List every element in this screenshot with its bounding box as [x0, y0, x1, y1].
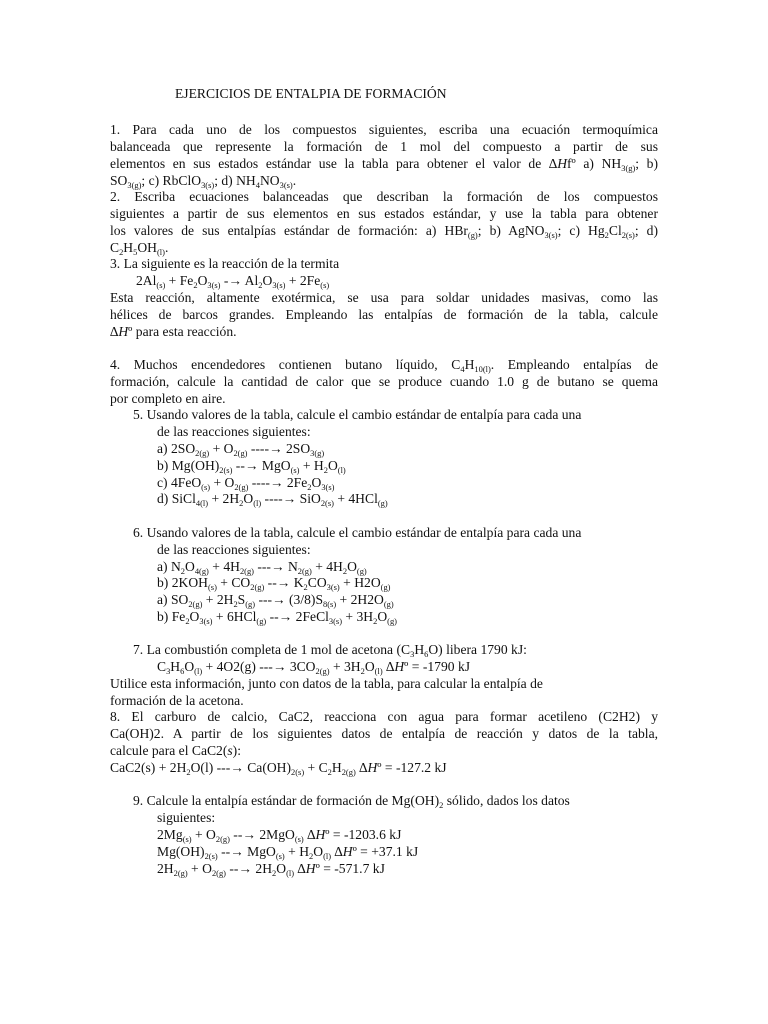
exercise-9-equation-2: $Mg(OH)_{2(s)}$ --→ $MgO_{(s)} + H_2O_{(l)}$ ∆Hº = +37.1 kJ — [157, 844, 419, 861]
exercise-6-line-2: de las reacciones siguientes: — [157, 542, 311, 557]
exercise-9-equation-1: $2Mg_{(s)} + O_{2(g)}$ --→ 2MgO$_{(s)}$ ∆Hº = -1203.6 kJ — [157, 827, 402, 844]
exercise-4-line-2: formación, calcule la cantidad de calor que se produce cuando 1.0 g de butano se quema — [110, 374, 658, 389]
exercise-5-line-1: 5. Usando valores de la tabla, calcule el cambio estándar de entalpía para cada una — [133, 407, 582, 422]
exercise-7-line-4: formación de la acetona. — [110, 693, 244, 708]
exercise-1-line-4: $SO_{3(g)}$; c) RbClO$_{3(s)}$; d) $NH_4NO_{3(s)}$. — [110, 173, 297, 190]
exercise-9-equation-3: $2H_{2(g)} + O_{2(g)}$ --→ $2H_2O_{(l)}$ ∆Hº = -571.7 kJ — [157, 861, 385, 878]
exercise-6-reaction-b: b) $2KOH_{(s)} + CO_{2(g)}$ --→ $K_2CO_{3(s)} + H2O_{(g)}$ — [157, 575, 391, 592]
exercise-3-line-1: 3. La siguiente es la reacción de la termita — [110, 256, 340, 271]
thermite-equation: $2Al_{(s)} + Fe_2O_{3(s)} -\to Al_2O_{3(s)} + 2Fe_{(s)}$ — [136, 273, 330, 290]
exercise-2-line-2: siguientes a partir de sus elementos en sus estados estándar, y use la tabla para obtener — [110, 206, 658, 221]
exercise-5-reaction-a: a) $2SO_{2(g)} + O_{2(g)}$ ----→ $2SO_{3(g)}$ — [157, 441, 325, 458]
exercise-9-line-1: 9. Calcule la entalpía estándar de formación de $Mg(OH)_2$ sólido, dados los datos — [133, 793, 570, 810]
exercise-8-line-3: calcule para el CaC2(s): — [110, 743, 241, 758]
exercise-8-line-2: Ca(OH)2. A partir de los siguientes datos de entalpía de reacción y datos de la tabla, — [110, 726, 658, 741]
exercise-7-line-3: Utilice esta información, junto con datos de la tabla, para calcular la entalpía de — [110, 676, 543, 691]
exercise-4-line-3: por completo en aire. — [110, 391, 226, 406]
calcium-carbide-equation: $CaC2(s) + 2H_2O(l)$ ---→ $Ca(OH)_{2(s)} + C_2H_{2(g)}$ ∆Hº = -127.2 kJ — [110, 760, 447, 777]
exercise-2-line-3: los valores de sus entalpías estándar de formación: a) HBr$_{(g)}$; b) AgNO$_{3(s)}$; c) $Hg_2Cl_{2(s)}$; d) — [110, 223, 658, 240]
exercise-3-line-4: hélices de barcos grandes. Empleando las entalpías de formación de la tabla, calcule — [110, 307, 658, 322]
exercise-5-reaction-c: c) $4FeO_{(s)} + O_{2(g)}$ ----→ $2Fe_2O_{3(s)}$ — [157, 475, 335, 492]
exercise-3-line-3: Esta reacción, altamente exotérmica, se usa para soldar unidades masivas, como las — [110, 290, 658, 305]
exercise-6-reaction-a: a) $N_2O_{4(g)} + 4H_{2(g)}$ ---→ $N_{2(g)} + 4H_2O_{(g)}$ — [157, 559, 367, 576]
exercise-7-line-1: 7. La combustión completa de 1 mol de acetona $(C_3H_6O)$ libera 1790 kJ: — [133, 642, 527, 659]
exercise-6-reaction-d: b) $Fe_2O_{3(s)} + 6HCl_{(g)}$ --→ 2FeCl$_{3(s)}$ + $3H_2O_{(g)}$ — [157, 609, 397, 626]
acetone-combustion-equation: $C_3H_6O_{(l)} + 4O2(g)$ ---→ $3CO_{2(g)} + 3H_2O_{(l)}$ ∆Hº = -1790 kJ — [157, 659, 471, 676]
exercise-3-line-5: ∆Hº para esta reacción. — [110, 324, 237, 339]
exercise-4-line-1: 4. Muchos encendedores contienen butano líquido, $C_4H_{10(l)}$. Empleando entalpías de — [110, 357, 658, 374]
exercise-2-line-4: $C_2H_5OH_{(l)}$. — [110, 240, 169, 257]
exercise-1-line-2: balanceada que represente la formación de 1 mol del compuesto a partir de sus — [110, 139, 658, 154]
exercise-5-reaction-b: b) $Mg(OH)_{2(s)}$ --→ $MgO_{(s)} + H_2O_{(l)}$ — [157, 458, 346, 475]
exercise-5-reaction-d: d) SiCl$_{4(l)}$ + $2H_2O_{(l)}$ ----→ SiO$_{2(s)}$ + 4HCl$_{(g)}$ — [157, 491, 388, 508]
exercise-5-line-2: de las reacciones siguientes: — [157, 424, 311, 439]
exercise-9-line-2: siguientes: — [157, 810, 216, 825]
exercise-1-line-3: elementos en sus estados estándar use la tabla para obtener el valor de ∆Hfº a) $NH_{3(g)}$; b) — [110, 156, 658, 173]
exercise-2-line-1: 2. Escriba ecuaciones balanceadas que describan la formación de los compuestos — [110, 189, 658, 204]
exercise-8-line-1: 8. El carburo de calcio, CaC2, reacciona con agua para formar acetileno (C2H2) y — [110, 709, 658, 724]
document-title: EJERCICIOS DE ENTALPIA DE FORMACIÓN — [175, 86, 447, 101]
exercise-6-reaction-c: a) $SO_{2(g)} + 2H_2S_{(g)}$ ---→ $(3/8)S_{8(s)} + 2H2O_{(g)}$ — [157, 592, 394, 609]
exercise-1-line-1: 1. Para cada uno de los compuestos siguientes, escriba una ecuación termoquímica — [110, 122, 658, 137]
exercise-6-line-1: 6. Usando valores de la tabla, calcule el cambio estándar de entalpía para cada una — [133, 525, 582, 540]
